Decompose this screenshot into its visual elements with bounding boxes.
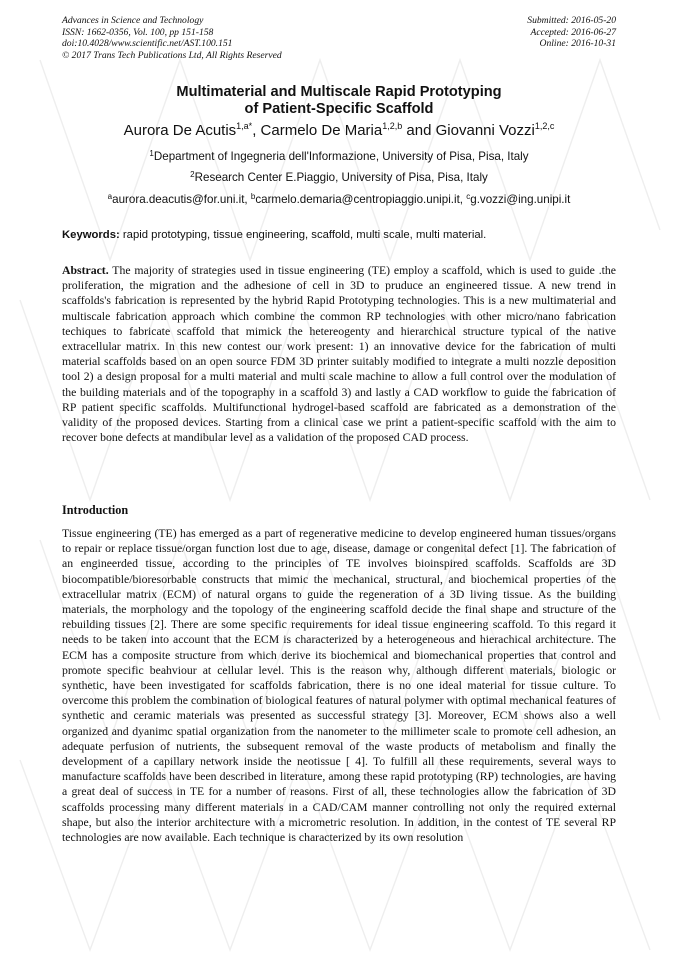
journal-name: Advances in Science and Technology — [62, 15, 204, 26]
abstract-label: Abstract. — [62, 264, 109, 277]
author-name: Aurora De Acutis — [123, 122, 237, 139]
affiliation-text: Research Center E.Piaggio, University of Pisa, Pisa, Italy — [194, 171, 488, 184]
email-separator: , — [244, 193, 251, 206]
affiliation-2 — [62, 171, 616, 185]
email-mark: b — [250, 192, 256, 201]
author-separator: and — [402, 122, 436, 139]
email-link[interactable]: carmelo.demaria@centropiaggio.unipi.it — [255, 193, 460, 206]
copyright-line: © 2017 Trans Tech Publications Ltd, All Rights Reserved — [62, 49, 282, 61]
keywords-text: rapid prototyping, tissue engineering, scaffold, multi scale, multi material. — [119, 229, 487, 241]
author-list — [62, 122, 616, 140]
author-name: Giovanni Vozzi — [435, 122, 535, 139]
online-date: Online: 2016-10-31 — [539, 38, 616, 49]
affiliation-number: 2 — [190, 170, 195, 179]
author-name: Carmelo De Maria — [260, 122, 383, 139]
keywords-label: Keywords: — [62, 229, 120, 241]
author-affiliation-mark: 1,2,b — [382, 121, 403, 131]
issn-line: ISSN: 1662-0356, Vol. 100, pp 151-158 — [62, 26, 214, 38]
email-link[interactable]: g.vozzi@ing.unipi.it — [470, 193, 571, 206]
affiliation-1 — [62, 150, 616, 164]
journal-header — [62, 15, 282, 61]
email-mark: c — [466, 192, 471, 201]
email-separator: , — [459, 193, 467, 206]
title-line-1: Multimaterial and Multiscale Rapid Prototyping — [176, 84, 502, 100]
doi-line: doi:10.4028/www.scientific.net/AST.100.151 — [62, 38, 233, 49]
author-affiliation-mark: 1,2,c — [534, 121, 555, 131]
email-link[interactable]: aurora.deacutis@for.uni.it — [112, 193, 245, 206]
introduction-body: Tissue engineering (TE) has emerged as a part of regenerative medicine to develop engineered human tissues/organs to repair or replace tissue/organ function lost due to age, disease, damage or congenital defect [1]. The fabrication of an engineerded tissue, according to the principles of TE involves bioinspired scaffolds. Scaffolds are 3D biocompatible/bioresorbable constructs that mimic the mechanical, structural, and biochemical properties of the extracellular matrix (ECM) of natural organs to guide the regeneration of a 3D living tissue. As the building materials, the morphology and the topology of the engineering scaffold decide the final shape and structure of the rebuilding tissues [2]. There are some specific requirements for ideal tissue engineering scaffold. To this regard it needs to be taken into account that the ECM is characterized by a heterogeneous and hierachical architecture. The ECM has a composite structure from which derive its biochemical and biomechanical properties that control and promote specific beahviour at cellular level. This is the reason why, although different materials, biologic or synthetic, have been investigated for scaffolds fabrication, there is no one ideal material for tissue culture. To overcome this problem the combination of biological features of natural polymer with optimal mechanical features of synthetic and ceramic materials was presented as successful strategy [3]. Moreover, ECM shows also a well organized and dyanimc spatial organization from the nanometer to the millimeter scale to promote cell adhesion, an adequate perfusion of nutrients, the subsequent removal of the waste products of metabolism and finally the development of a capillary network inside the neotissue [ 4]. To fulfill all these requirements, several ways to manufacture scaffolds have been described in literature, among these rapid prototyping (RP) technologies, are having a great deal of success in TE for a number of reasons. First of all, these technologies allow the fabrication of 3D scaffolds processing many different materials in a CAD/CAM manner controlling not only the required external shape, but also the interior architecture with a micrometric resolution. In addition, in the contest of TE several RP technologies are now available. Each technique is characterized by its own resolution — [62, 527, 616, 845]
affiliation-number: 1 — [149, 149, 154, 158]
keywords — [62, 228, 616, 242]
section-heading-introduction: Introduction — [62, 503, 129, 517]
title-line-2: of Patient-Specific Scaffold — [244, 101, 434, 117]
paper-title — [62, 84, 616, 118]
affiliation-text: Department of Ingegneria dell'Informazione, University of Pisa, Pisa, Italy — [153, 150, 529, 163]
submitted-date: Submitted: 2016-05-20 — [527, 15, 616, 26]
accepted-date: Accepted: 2016-06-27 — [530, 26, 616, 38]
author-emails — [62, 193, 616, 207]
email-mark: a — [107, 192, 113, 201]
author-affiliation-mark: 1,a* — [236, 121, 253, 131]
abstract — [62, 263, 616, 445]
abstract-text: The majority of strategies used in tissue engineering (TE) employ a scaffold, which is used to guide .the proliferation, the migration and the adhesione of cell in 3D to pruduce an engineered tissue. A new trend in scaffolds's fabrication is represented by the hybrid Rapid Prototyping technologies. This is a new multimaterial and multiscale fabrication approach which combine the common RP technologies with other micro/nano fabrication techiques to fabricate scaffold that mimick the hetereogenty and hierarchical structure typical of the native extracellular matrix. In this new contest our work present: 1) an innovative device for the fabrication of multi material scaffolds based on an open source FDM 3D printer suitably modified to integrate a multi nozzle deposition tool 2) a design proposal for a multi material and multi scale machine to allow a full control over the modulation of the building materials and of the topography in a scaffold 3) and lastly a CAD workflow to guide the fabrication of RP patient specific scaffolds. Multifunctional hydrogel-based scaffold are fabricated as a demonstration of the validity of the proposed devices. Starting from a clinical case we print a patient-specific scaffold with the aim to recover bone defects at mandibular level as a validation of the proposed CAD process. — [62, 264, 616, 445]
dates-header — [527, 15, 616, 50]
author-separator: , — [252, 122, 261, 139]
